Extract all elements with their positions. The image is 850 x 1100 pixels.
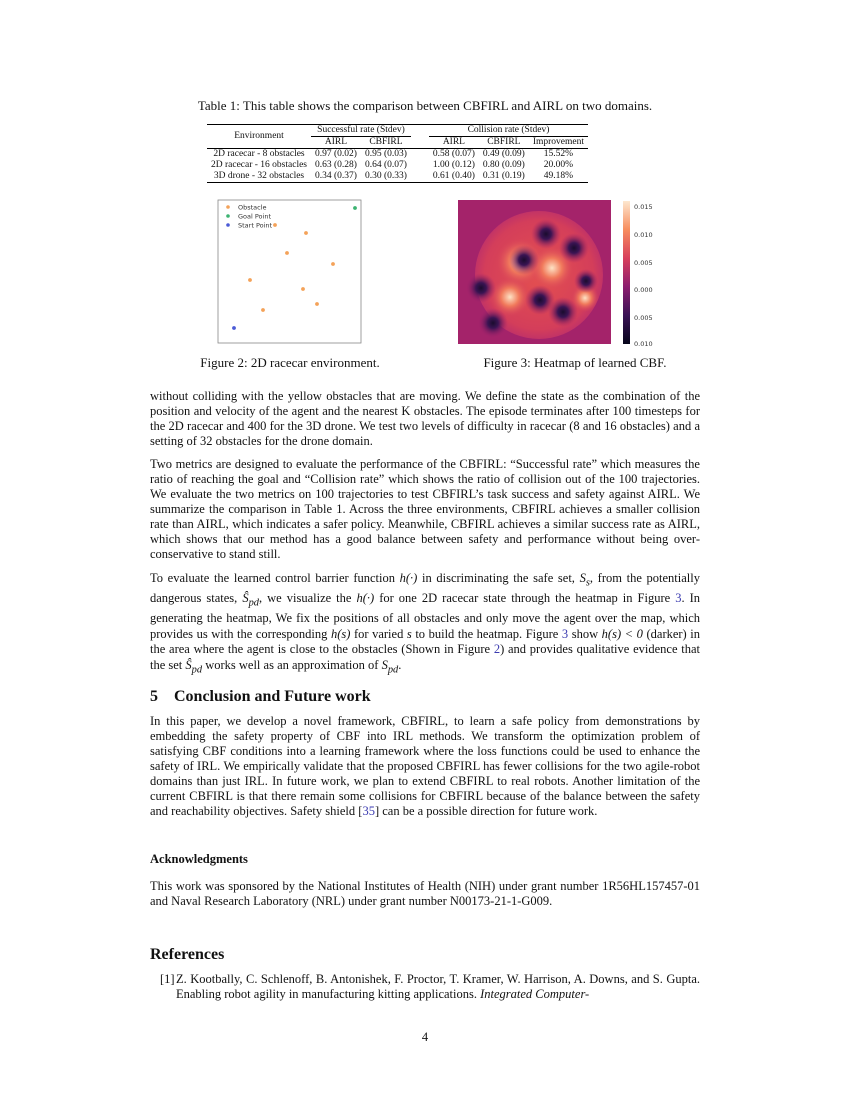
section-title: 5 Conclusion and Future work <box>150 688 371 705</box>
sub-airl: AIRL <box>311 137 361 149</box>
paragraph: Two metrics are designed to evaluate the performance of the CBFIRL: “Successful rate” which measures the ratio of reaching the goal and “Collision rate” which shows the ratio of collision out of the 100 trajectories. We evaluate the two metrics on 100 trajectories to test CBFIRL’s task success and safety against AIRL. We summarize the comparison in Table 1. Across the three environments, CBFIRL achieves a smaller collision rate than AIRL, which indicates a safer policy. Meanwhile, CBFIRL achieves a similar success rate as AIRL, which shows that our method has a good balance between safety and performance without being over-conservative to stand still. <box>150 457 700 561</box>
sub-cbfirl: CBFIRL <box>479 137 529 149</box>
obstacle-point <box>273 223 277 227</box>
group-collision: Collision rate (Stdev) <box>429 125 588 137</box>
colorbar-tick: 0.005 <box>634 314 653 322</box>
col-environment: Environment <box>207 125 311 149</box>
page-number: 4 <box>421 1030 429 1044</box>
legend-obstacle: Obstacle <box>238 203 267 212</box>
sub-cbfirl: CBFIRL <box>361 137 411 149</box>
references-title: References <box>150 946 225 963</box>
colorbar-tick: 0.010 <box>634 231 653 239</box>
racecar-environment-figure <box>210 197 365 347</box>
obstacle-point <box>301 287 305 291</box>
goal-point <box>353 206 357 210</box>
colorbar-tick: 0.010 <box>634 340 653 348</box>
paragraph: This work was sponsored by the National Institutes of Health (NIH) under grant number 1R56HL157457-01 and Naval Research Laboratory (NRL) under grant number N00173-21-1-G009. <box>150 879 700 908</box>
obstacle-point <box>304 231 308 235</box>
obstacle-point <box>285 251 289 255</box>
legend-start: Start Point <box>238 221 273 230</box>
colorbar-tick: 0.015 <box>634 203 653 211</box>
table-row: 2D racecar - 8 obstacles 0.97 (0.02) 0.95 (0.03) 0.58 (0.07) 0.49 (0.09) 15.52% <box>213 149 574 159</box>
figure-reference-link[interactable]: 2 <box>493 642 501 657</box>
colorbar-tick: 0.005 <box>634 259 653 267</box>
reference-item: [1] Z. Kootbally, C. Schlenoff, B. Antonishek, F. Proctor, T. Kramer, W. Harrison, A. Downs, and S. Gupta. Enabling robot agility in manufacturing kitting applications. Integrated Computer- <box>160 972 700 1001</box>
cbf-heatmap-figure <box>455 197 660 349</box>
paragraph: To evaluate the learned control barrier function h(·) in discriminating the safe set, $S_s$, from the potentially dangerous states, $Ŝ_{pd}$, we visualize the h(·) for one 2D racecar state through the heatmap in Figure 3. In generating the heatmap, We fix the positions of all obstacles and only move the agent over the map, which provides us with the corresponding h(s) for varied s to build the heatmap. Figure 3 show h(s) < 0 (darker) in the area where the agent is close to the obstacles (Shown in Figure 2) and provides qualitative evidence that the set $Ŝ_{pd}$ works well as an approximation of $S_{pd}$. <box>150 571 701 676</box>
obstacle-point <box>248 278 252 282</box>
figure3-caption: Figure 3: Heatmap of learned CBF. <box>483 355 667 370</box>
paragraph: without colliding with the yellow obstacles that are moving. We define the state as the combination of the position and velocity of the agent and the nearest K obstacles. The episode terminates after 100 timesteps for the 2D racecar and 400 for the 3D drone. We test two levels of difficulty in racecar (8 and 16 obstacles) and a setting of 32 obstacles for the drone domain. <box>150 389 700 448</box>
table-row: 2D racecar - 16 obstacles 0.63 (0.28) 0.64 (0.07) 1.00 (0.12) 0.80 (0.09) 20.00% <box>211 160 574 170</box>
start-point <box>232 326 236 330</box>
figure-reference-link[interactable]: 3 <box>561 626 569 641</box>
ack-title: Acknowledgments <box>150 852 248 866</box>
group-success: Successful rate (Stdev) <box>311 125 411 137</box>
citation-link[interactable]: 35 <box>362 804 375 818</box>
table-row: 3D drone - 32 obstacles 0.34 (0.37) 0.30 (0.33) 0.61 (0.40) 0.31 (0.19) 49.18% <box>207 171 588 183</box>
sub-improvement: Improvement <box>529 137 588 149</box>
figure-reference-link[interactable]: 3 <box>675 591 682 606</box>
figure2-caption: Figure 2: 2D racecar environment. <box>200 355 380 370</box>
table-caption: Table 1: This table shows the comparison between CBFIRL and AIRL on two domains. <box>197 98 653 113</box>
paragraph: In this paper, we develop a novel framework, CBFIRL, to learn a safe policy from demonstrations by embedding the safety property of CBF into IRL methods. We transform the optimization problem of satisfying CBF conditions into a learning framework where the loss functions could be used to enhance the safety of IRL. We empirically validate that the proposed CBFIRL has fewer collisions for the two agile-robot domains than just IRL. In future work, we plan to extend CBFIRL to real robots. Another limitation of the current CBFIRL is that there remain some collisions for CBFIRL because of the balance between the safety and reachability objectives. Safety shield [35] can be a possible direction for future work. <box>150 714 700 818</box>
legend-goal: Goal Point <box>238 212 272 221</box>
results-table <box>207 124 588 183</box>
sub-airl: AIRL <box>429 137 479 149</box>
obstacle-point <box>331 262 335 266</box>
obstacle-point <box>315 302 319 306</box>
obstacle-point <box>261 308 265 312</box>
colorbar <box>623 201 630 344</box>
colorbar-tick: 0.000 <box>634 286 653 294</box>
